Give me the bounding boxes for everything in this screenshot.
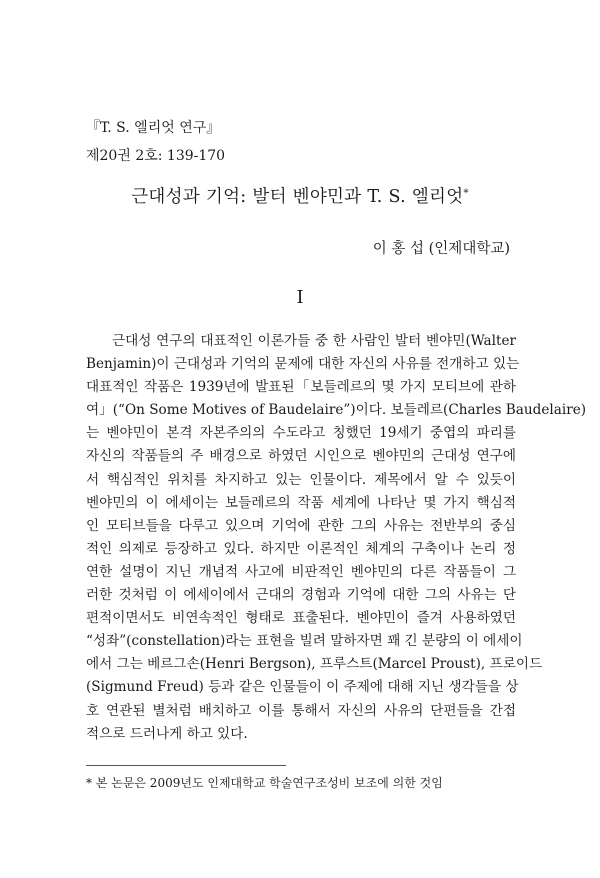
body-line: 편적이면서도 비연속적인 형태로 표출된다. 벤야민이 즐겨 사용하였던 [86, 610, 516, 627]
footnote: * 본 논문은 2009년도 인제대학교 학술연구조성비 보조에 의한 것임 [86, 776, 443, 790]
author-line: 이 홍 섭 (인제대학교) [372, 241, 510, 257]
journal-name: 『T. S. 엘리엇 연구』 [86, 120, 221, 136]
body-line: 호 연관된 별처럼 배치하고 이를 통해서 자신의 사유의 단편들을 간접 [86, 702, 516, 719]
body-line: “성좌”(constellation)라는 표현을 빌려 말하자면 꽤 긴 분량의 이 에세이 [86, 633, 523, 650]
footnote-divider [86, 765, 286, 766]
body-line: 적인 의제로 등장하고 있다. 하지만 이론적인 체계의 구축이나 논리 정 [86, 540, 516, 557]
body-line: 대표적인 작품은 1939년에 발표된「보들레르의 몇 가지 모티브에 관하 [86, 379, 516, 396]
body-line: 근대성 연구의 대표적인 이론가들 중 한 사람인 발터 벤야민(Walter [112, 333, 516, 349]
footnote-marker: * [463, 188, 469, 199]
body-line: 인 모티브들을 다루고 있으며 기억에 관한 그의 사유는 전반부의 중심 [86, 517, 516, 534]
section-heading: I [296, 287, 304, 308]
body-line: Benjamin)이 근대성과 기억의 문제에 대한 자신의 사유를 전개하고 있는 [86, 356, 520, 373]
body-line: (Sigmund Freud) 등과 같은 인물들이 이 주제에 대해 지닌 생각들을 상 [86, 679, 519, 696]
journal-issue: 제20권 2호: 139-170 [86, 148, 226, 164]
article-title [0, 180, 600, 211]
body-line: 여」(“On Some Motives of Baudelaire”)이다. 보들레르(Charles Baudelaire) [86, 402, 587, 419]
body-line: 연한 설명이 지닌 개념적 사고에 비판적인 벤야민의 다른 작품들이 그 [86, 563, 516, 580]
body-line: 는 벤야민이 본격 자본주의의 수도라고 칭했던 19세기 중엽의 파리를 [86, 425, 516, 442]
article-title-text: 근대성과 기억: 발터 벤야민과 T. S. 엘리엇 [131, 187, 464, 207]
body-line: 에서 그는 베르그손(Henri Bergson), 프루스트(Marcel Proust), 프로이드 [86, 656, 543, 673]
body-line: 자신의 작품들의 주 배경으로 하였던 시인으로 벤야민의 근대성 연구에 [86, 448, 516, 465]
body-line: 러한 것처럼 이 에세이에서 근대의 경험과 기억에 대한 그의 사유는 단 [86, 587, 516, 604]
body-line: 적으로 드러나게 하고 있다. [86, 725, 248, 742]
body-paragraph [86, 330, 587, 746]
body-line: 서 핵심적인 위치를 차지하고 있는 인물이다. 제목에서 알 수 있듯이 [86, 471, 516, 488]
body-line: 벤야민의 이 에세이는 보들레르의 작품 세계에 나타난 몇 가지 핵심적 [86, 494, 516, 511]
